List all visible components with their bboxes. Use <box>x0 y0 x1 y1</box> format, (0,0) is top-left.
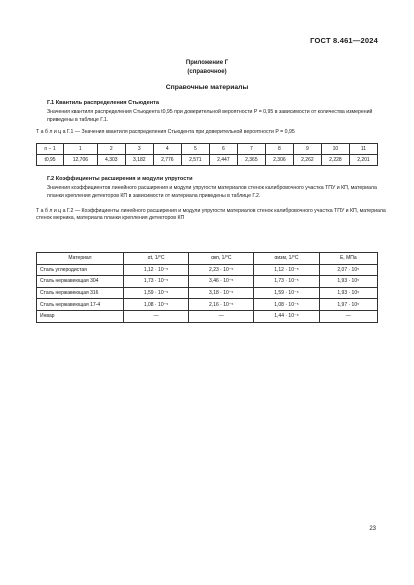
table-cell: 3,18 · 10⁻⁵ <box>189 287 254 299</box>
table-cell: — <box>189 310 254 322</box>
table-cell: 6 <box>209 144 237 155</box>
table-cell: 2,571 <box>181 155 209 166</box>
table-cell: 2,201 <box>349 155 377 166</box>
document-header: ГОСТ 8.461—2024 <box>310 36 378 45</box>
table-row <box>37 310 378 322</box>
table-cell: 3 <box>125 144 153 155</box>
column-header: αизм, 1/°C <box>254 253 319 265</box>
table-cell: 2,447 <box>209 155 237 166</box>
table-cell: 1,73 · 10⁻⁵ <box>124 276 189 288</box>
table-cell: 1,12 · 10⁻⁵ <box>124 264 189 276</box>
table-cell: 12,706 <box>64 155 98 166</box>
table-row <box>37 264 378 276</box>
table-cell: Сталь нержавеющая 17-4 <box>37 299 124 311</box>
table-cell: 2,23 · 10⁻⁵ <box>189 264 254 276</box>
table-cell: 1,44 · 10⁻⁶ <box>254 310 319 322</box>
column-header: αкп, 1/°C <box>189 253 254 265</box>
column-header: E, МПа <box>319 253 377 265</box>
table-cell: Сталь нержавеющая 304 <box>37 276 124 288</box>
table-cell: 2,16 · 10⁻⁵ <box>189 299 254 311</box>
section1-paragraph: Значения квантиля распределения Стьюдента t0,95 при доверительной вероятности P = 0,95 в зависимости от количества измерений приведены в таблице Г.1. <box>47 109 373 123</box>
table1-caption: Т а б л и ц а Г.1 — Значения квантиля распределения Стьюдента при доверительной вероятности P = 0,95 <box>36 129 295 135</box>
table-row <box>37 144 378 155</box>
table-row <box>37 299 378 311</box>
table-row <box>37 276 378 288</box>
table-cell: 10 <box>321 144 349 155</box>
table-cell: 1,12 · 10⁻⁵ <box>254 264 319 276</box>
table-cell: 2,262 <box>293 155 321 166</box>
table-header-row <box>37 253 378 265</box>
table-cell: 7 <box>237 144 265 155</box>
table-cell: 4,303 <box>97 155 125 166</box>
appendix-title: Приложение Г <box>185 60 229 66</box>
table-cell: 1,59 · 10⁻⁵ <box>124 287 189 299</box>
table-cell: 2 <box>97 144 125 155</box>
main-title: Справочные материалы <box>165 84 249 91</box>
table-cell: 2,306 <box>265 155 293 166</box>
table-cell: 1,73 · 10⁻⁵ <box>254 276 319 288</box>
section1-heading: Г.1 Квантиль распределения Стьюдента <box>47 100 159 106</box>
table-cell: 8 <box>265 144 293 155</box>
table2-caption: Т а б л и ц а Г.2 — Коэффициенты линейного расширения и модули упругости материалов стенок калибровочного участка ТПУ и КП, материала стенок мерника, материала планки крепления детекторов КП <box>36 208 386 222</box>
table-cell: 2,776 <box>153 155 181 166</box>
table-cell: 9 <box>293 144 321 155</box>
table-cell: Сталь нержавеющая 316 <box>37 287 124 299</box>
table-cell: 1,97 · 10⁵ <box>319 299 377 311</box>
column-header: αt, 1/°C <box>124 253 189 265</box>
table-cell: 2,07 · 10⁵ <box>319 264 377 276</box>
appendix-subtitle: (справочное) <box>187 69 227 75</box>
table-cell: 1,93 · 10⁵ <box>319 276 377 288</box>
table-cell: Сталь углеродистая <box>37 264 124 276</box>
table-cell: 2,365 <box>237 155 265 166</box>
table-cell: Инвар <box>37 310 124 322</box>
table-cell: 5 <box>181 144 209 155</box>
table-cell: 1,59 · 10⁻⁵ <box>254 287 319 299</box>
table-cell: 1,93 · 10⁵ <box>319 287 377 299</box>
table-cell: 1 <box>64 144 98 155</box>
table-cell: 3,182 <box>125 155 153 166</box>
row-header-n: n − 1 <box>37 144 64 155</box>
row-header-t: t0,95 <box>37 155 64 166</box>
student-quantile-table <box>36 143 378 166</box>
table-cell: 1,08 · 10⁻⁵ <box>124 299 189 311</box>
table-cell: 11 <box>349 144 377 155</box>
section2-heading: Г.2 Коэффициенты расширения и модули упругости <box>47 176 193 182</box>
section2-paragraph: Значения коэффициентов линейного расширения и модули упругости материалов стенок калибровочного участка ТПУ и КП, материала планки крепления детекторов КП в зависимости от материала приведены в таблице Г.2. <box>47 185 377 199</box>
table-row <box>37 155 378 166</box>
table-cell: — <box>319 310 377 322</box>
expansion-coefficients-table <box>36 252 378 323</box>
table-cell: 1,08 · 10⁻⁵ <box>254 299 319 311</box>
table-cell: 3,46 · 10⁻⁵ <box>189 276 254 288</box>
table-cell: — <box>124 310 189 322</box>
table-cell: 2,228 <box>321 155 349 166</box>
table-row <box>37 287 378 299</box>
table-cell: 4 <box>153 144 181 155</box>
column-header: Материал <box>37 253 124 265</box>
page-number: 23 <box>369 526 376 532</box>
